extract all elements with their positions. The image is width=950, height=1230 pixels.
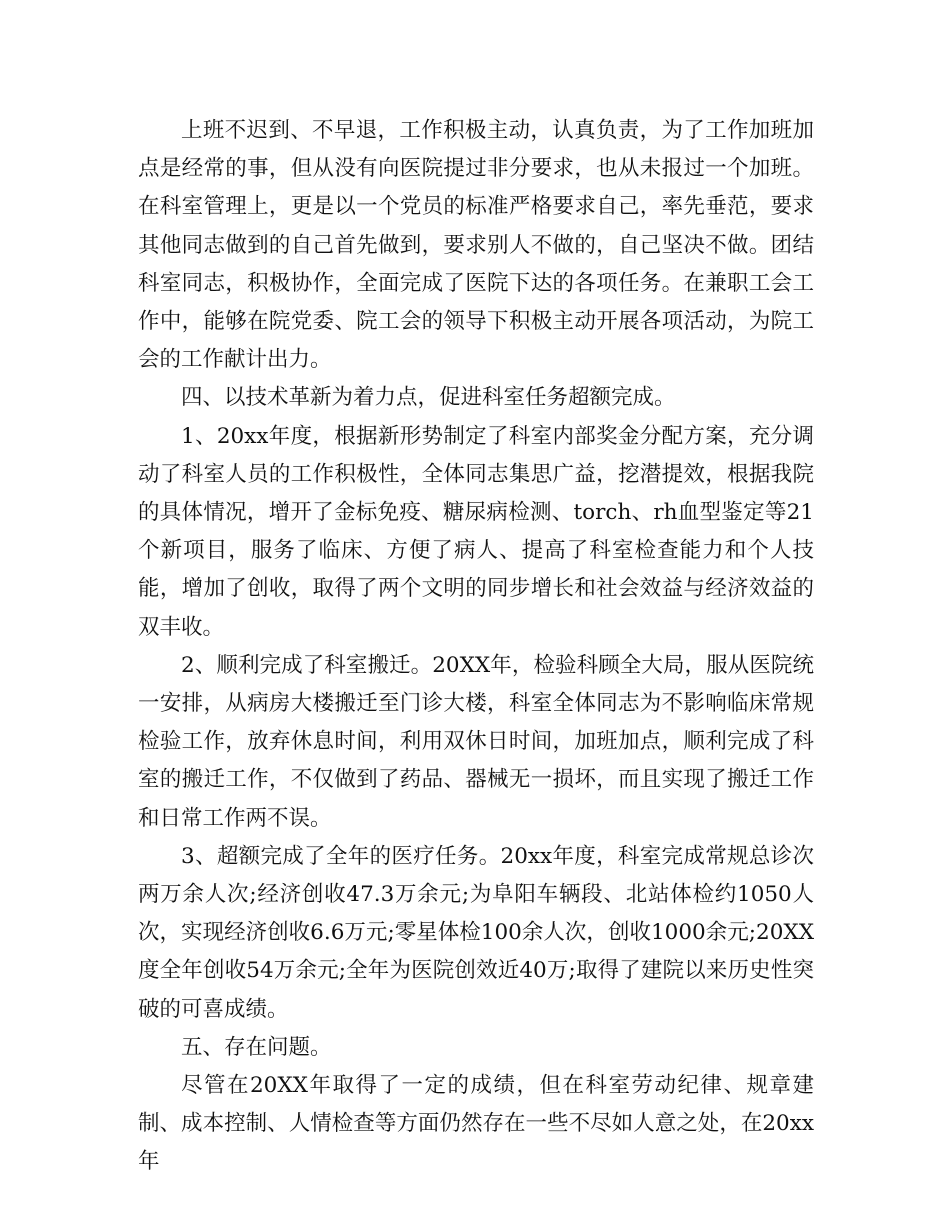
section-heading-five: 五、存在问题。 (181, 1034, 332, 1060)
paragraph-item-3: 3、超额完成了全年的医疗任务。20xx年度，科室完成常规总诊次两万余人次;经济创收47.3万余元;为阜阳车辆段、北站体检约1050人次，实现经济创收6.6万元;零星体检100余人次，创收1000余元;20XX度全年创收54万余元;全年为医院创效近40万;取得了建院以来历史性突破的可喜成绩。 (138, 843, 814, 1022)
document-body (138, 112, 814, 1182)
paragraph-problems: 尽管在20XX年取得了一定的成绩，但在科室劳动纪律、规章建制、成本控制、人情检查等方面仍然存在一些不尽如人意之处，在20xx年 (138, 1073, 814, 1175)
paragraph-item-2: 2、顺利完成了科室搬迁。20XX年，检验科顾全大局，服从医院统一安排，从病房大楼搬迁至门诊大楼，科室全体同志为不影响临床常规检验工作，放弃休息时间，利用双休日时间，加班加点，顺利完成了科室的搬迁工作，不仅做到了药品、器械无一损坏，而且实现了搬迁工作和日常工作两不误。 (138, 652, 814, 831)
paragraph-work-attitude: 上班不迟到、不早退，工作积极主动，认真负责，为了工作加班加点是经常的事，但从没有向医院提过非分要求，也从未报过一个加班。在科室管理上，更是以一个党员的标准严格要求自己，率先垂范，要求其他同志做到的自己首先做到，要求别人不做的，自己坚决不做。团结科室同志，积极协作，全面完成了医院下达的各项任务。在兼职工会工作中，能够在院党委、院工会的领导下积极主动开展各项活动，为院工会的工作献计出力。 (138, 118, 814, 373)
section-heading-four: 四、以技术革新为着力点，促进科室任务超额完成。 (181, 385, 676, 411)
paragraph-item-1: 1、20xx年度，根据新形势制定了科室内部奖金分配方案，充分调动了科室人员的工作积极性，全体同志集思广益，挖潜提效，根据我院的具体情况，增开了金标免疫、糖尿病检测、torch、rh血型鉴定等21个新项目，服务了临床、方便了病人、提高了科室检查能力和个人技能，增加了创收，取得了两个文明的同步增长和社会效益与经济效益的双丰收。 (138, 423, 814, 640)
